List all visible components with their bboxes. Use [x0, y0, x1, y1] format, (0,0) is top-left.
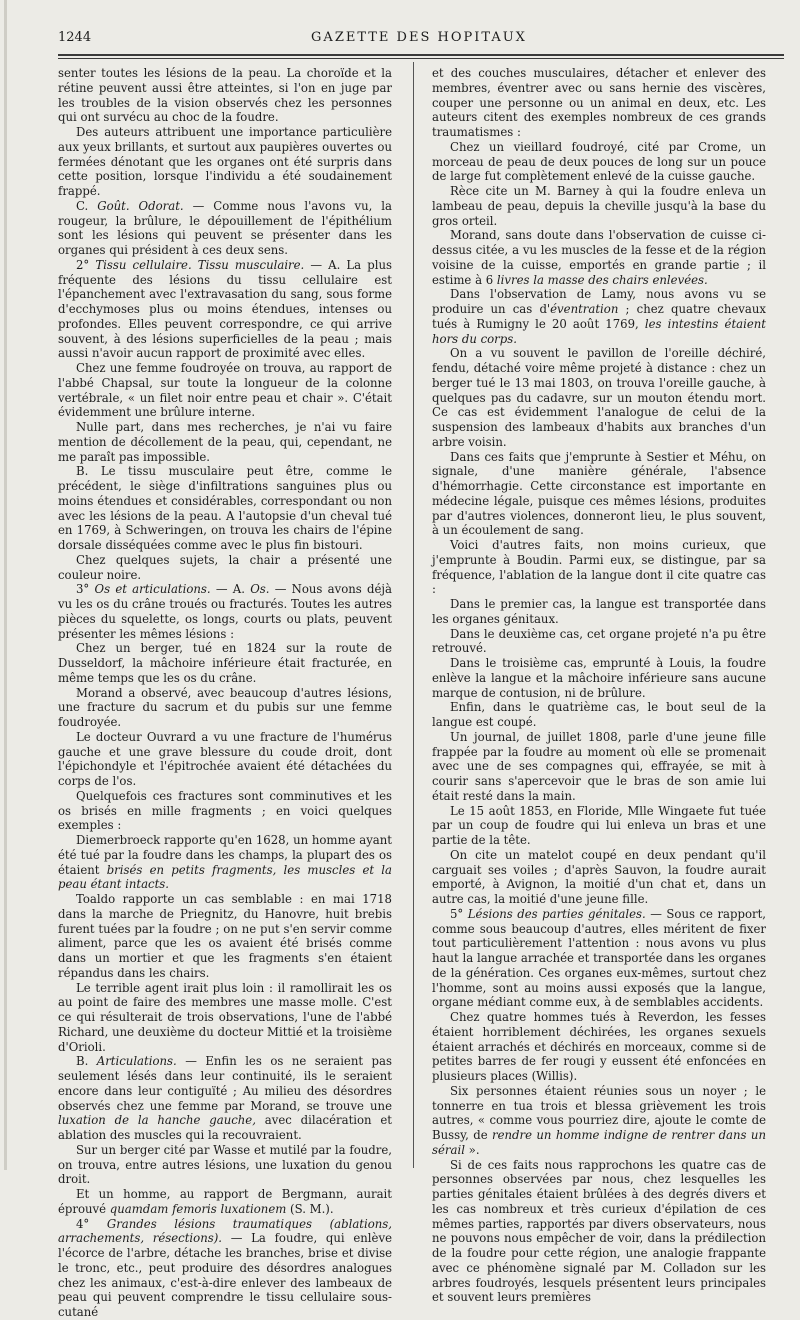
paragraph: [432, 730, 766, 804]
text-run: Chez une femme foudroyée on trouva, au rapport de l'abbé Chapsal, sur toute la longueur de la colonne vertébrale, « un filet noir entre peau et chair ». C'était évidemment une brûlure interne.: [58, 361, 392, 420]
text-run: Si de ces faits nous rapprochons les quatre cas de personnes observées par nous, chez lesquelles les parties génitales étaient brûlées à des degrés divers et les cas nombreux et très curieux d'épilation de ces mêmes parties, rapportés par divers observateurs, nous ne pouvons nous empêcher de voir, dans la prédilection de la foudre pour cette région, une analogie frappante avec ce phénomène signalé par M. Colladon sur les arbres foudroyés, lesquels présentent leurs principales et souvent leurs premières: [432, 1157, 766, 1305]
italic-text: les intestins étaient hors du corps.: [432, 316, 766, 346]
paragraph: [58, 789, 392, 833]
paragraph: [58, 641, 392, 685]
text-run: Nulle part, dans mes recherches, je n'ai vu faire mention de décollement de la peau, qui, cependant, ne me paraît pas impossible.: [58, 420, 392, 464]
text-run: Morand, sans doute dans l'observation de cuisse ci-dessus citée, a vu les muscles de la fesse et de la région voisine de la cuisse, emportés en grande partie ; il estime à 6: [432, 228, 766, 287]
text-run: Dans le troisième cas, emprunté à Louis, la foudre enlève la langue et la mâchoire inférieure sans aucune marque de contusion, ni de brûlure.: [432, 656, 766, 700]
text-run: Dans le premier cas, la langue est transportée dans les organes génitaux.: [432, 597, 766, 626]
column-divider: [413, 62, 414, 1168]
text-run: Chez un berger, tué en 1824 sur la route de Dusseldorf, la mâchoire inférieure était fracturée, en même temps que les os du crâne.: [58, 641, 392, 685]
italic-text: éventration: [550, 302, 619, 316]
text-run: Morand a observé, avec beaucoup d'autres lésions, une fracture du sacrum et du pubis sur une femme foudroyée.: [58, 685, 392, 729]
paragraph: [432, 184, 766, 228]
paragraph: [58, 420, 392, 464]
italic-text: brisés en petits fragments, les muscles et la peau étant intacts.: [58, 862, 392, 892]
text-run: — La foudre, qui enlève l'écorce de l'arbre, détache les branches, brise et divise le tronc, etc., peut produire des désordres analogues chez les animaux, c'est-à-dire enlever des lambeaux de peau qui peuvent comprendre le tissu cellulaire sous-cutané: [58, 1231, 392, 1319]
text-run: senter toutes les lésions de la peau. La choroïde et la rétine peuvent aussi être atteintes, si l'on en juge par les troubles de la vision observés chez les personnes qui ont survécu au choc de la foudre.: [58, 66, 392, 125]
text-run: C.: [76, 198, 98, 213]
text-run: Six personnes étaient réunies sous un noyer ; le tonnerre en tua trois et blessa grièvement les trois autres, « comme vous pourriez dire, ajoute le comte de Bussy, de: [432, 1083, 766, 1142]
paragraph: [432, 1158, 766, 1306]
paragraph: [432, 597, 766, 627]
text-run: ».: [464, 1142, 480, 1157]
text-run: Le docteur Ouvrard a vu une fracture de l'humérus gauche et une grave blessure du coude droit, dont l'épichondyle et l'épitrochée avaient été détachées du corps de l'os.: [58, 729, 392, 788]
italic-text: Os et articulations.: [94, 582, 211, 597]
text-run: 4°: [76, 1216, 107, 1231]
paragraph: [432, 538, 766, 597]
italic-text: Articulations.: [96, 1054, 177, 1069]
italic-text: Grandes lésions traumatiques (ablations, arrachements, résections).: [58, 1216, 393, 1246]
paragraph: [58, 730, 392, 789]
text-run: Et un homme, au rapport de Bergmann, aurait éprouvé: [58, 1187, 392, 1216]
text-run: avec dilacération et ablation des muscles qui la recouvraient.: [58, 1113, 393, 1142]
paragraph: [58, 1143, 392, 1187]
paragraph: [58, 981, 392, 1055]
text-run: On a vu souvent le pavillon de l'oreille déchiré, fendu, détaché voire même projeté à distance : chez un berger tué le 13 mai 1803, on trouva l'oreille gauche, à quelques pas du cadavre, sur un mouton étendu mort. Ce cas est évidemment l'analogue de celui de la suspension des lambeaux d'habits aux branches d'un arbre voisin.: [432, 346, 766, 449]
italic-text: quamdam femoris luxationem: [109, 1201, 287, 1216]
paragraph: [58, 1054, 392, 1143]
text-run: Chez quatre hommes tués à Reverdon, les fesses étaient horriblement déchirées, les organes sexuels étaient arrachés et déchirés en morceaux, comme si de petites barres de fer rougi y eussent été enfoncées en plusieurs places (Willis).: [432, 1010, 766, 1083]
paragraph: [58, 1187, 392, 1217]
page-header: [58, 30, 780, 54]
paragraph: [58, 553, 392, 583]
text-run: Des auteurs attribuent une importance particulière aux yeux brillants, et surtout aux paupières ouvertes ou fermées dénotant que les organes ont été surpris dans cette position, lorsque l'individu a été soudainement frappé.: [58, 125, 392, 198]
paragraph: [432, 848, 766, 907]
text-run: Le 15 août 1853, en Floride, Mlle Wingaete fut tuée par un coup de foudre qui lui enleva un bras et une partie de la tête.: [432, 803, 766, 847]
italic-text: luxation de la hanche gauche,: [58, 1113, 256, 1128]
text-run: 2°: [76, 257, 96, 272]
italic-text: Tissu cellulaire. Tissu musculaire.: [95, 257, 305, 272]
italic-text: rendre un homme indigne de rentrer dans un sérail: [432, 1128, 766, 1157]
paragraph: [432, 450, 766, 539]
text-run: Dans ces faits que j'emprunte à Sestier et Méhu, on signale, d'une manière générale, l'absence d'hémorrhagie. Cette circonstance est importante en médecine légale, puisque ces mêmes lésions, produites par d'autres violences, donneront lieu, le plus souvent, à un écoulement de sang.: [432, 449, 766, 538]
paragraph: [432, 228, 766, 287]
paragraph: [432, 66, 766, 140]
paragraph: [58, 258, 392, 361]
header-rule: [58, 54, 784, 56]
paragraph: [432, 700, 766, 730]
paragraph: [432, 1010, 766, 1084]
text-run: B. Le tissu musculaire peut être, comme le précédent, le siège d'infiltrations sanguines plus ou moins étendues et considérables, correspondant ou non avec les lésions de la peau. A l'autopsie d'un cheval tué en 1769, à Schweringen, on trouva les chairs de l'épine dorsale disséquées comme avec le plus fin bistouri.: [58, 464, 392, 552]
text-run: Sur un berger cité par Wasse et mutilé par la foudre, on trouva, entre autres lésions, une luxation du genou droit.: [58, 1142, 392, 1187]
text-run: B.: [76, 1054, 97, 1069]
paragraph: [58, 66, 392, 125]
paragraph: [58, 892, 392, 981]
text-run: — A. La plus fréquente des lésions du tissu cellulaire est l'épanchement avec l'extravasation du sang, sous forme d'ecchymoses plus ou moins étendues, intenses ou profondes. Elles peuvent correspondre, ce qui arrive souvent, à des lésions superficielles de la peau ; mais aussi n'avoir aucun rapport de proximité avec elles.: [58, 257, 392, 361]
text-run: — Comme nous l'avons vu, la rougeur, la brûlure, le dépouillement de l'épithélium sont les lésions qui peuvent se présenter dans les organes qui président à ces deux sens.: [58, 198, 393, 257]
paragraph: [58, 361, 392, 420]
text-run: Enfin, dans le quatrième cas, le bout seul de la langue est coupé.: [432, 700, 766, 729]
text-run: Un journal, de juillet 1808, parle d'une jeune fille frappée par la foudre au moment où elle se promenait avec une de ses compagnes qui, effrayée, se mit à courir sans s'apercevoir que le bras de son amie lui était resté dans la main.: [432, 729, 766, 803]
text-run: — Nous avons déjà vu les os du crâne troués ou fracturés. Toutes les autres pièces du squelette, os longs, courts ou plats, peuvent présenter les mêmes lésions :: [58, 582, 392, 641]
text-run: Dans l'observation de Lamy, nous avons vu se produire un cas d': [432, 287, 766, 316]
text-run: — A.: [210, 582, 251, 597]
text-run: 3°: [76, 582, 95, 597]
text-run: 5°: [450, 906, 468, 921]
right-column: [432, 66, 766, 1305]
text-run: (S. M.).: [286, 1201, 334, 1216]
text-run: Toaldo rapporte un cas semblable : en mai 1718 dans la marche de Priegnitz, du Hanovre, huit brebis furent tuées par la foudre ; on ne put s'en servir comme aliment, parce que les os avaient été brisés comme dans un mortier et que les fragments s'en étaient répandus dans les chairs.: [58, 892, 392, 980]
paragraph: [58, 582, 392, 641]
paragraph: [58, 686, 392, 730]
paragraph: [432, 656, 766, 700]
paragraph: [432, 287, 766, 346]
text-run: Quelquefois ces fractures sont comminutives et les os brisés en mille fragments ; en voici quelques exemples :: [58, 788, 392, 833]
scan-edge: [4, 0, 7, 1170]
text-run: Dans le deuxième cas, cet organe projeté n'a pu être retrouvé.: [432, 626, 766, 656]
paragraph: [58, 464, 392, 553]
paragraph: [432, 627, 766, 657]
paragraph: [432, 346, 766, 449]
italic-text: Os.: [250, 582, 270, 597]
text-run: Voici d'autres faits, non moins curieux, que j'emprunte à Boudin. Parmi eux, se distingue, par sa fréquence, l'ablation de la langue dont il cite quatre cas :: [432, 538, 766, 597]
text-run: Le terrible agent irait plus loin : il ramollirait les os au point de faire des membres une masse molle. C'est ce qui résulterait de trois observations, l'une de l'abbé Richard, une deuxième du docteur Mittié et la troisième d'Orioli.: [58, 980, 392, 1054]
paragraph: [58, 199, 392, 258]
paragraph: [58, 125, 392, 199]
paragraph: [432, 1084, 766, 1158]
text-run: et des couches musculaires, détacher et enlever des membres, éventrer avec ou sans hernie des viscères, couper une personne ou un animal en deux, etc. Les auteurs citent des exemples nombreux de ces grands traumatismes :: [432, 66, 766, 139]
text-run: — Enfin les os ne seraient pas seulement lésés dans leur continuité, ils le seraient encore dans leur contiguïté ; Au milieu des désordres observés chez une femme par Morand, se trouve une: [58, 1054, 392, 1113]
italic-text: Goût. Odorat.: [97, 198, 184, 213]
left-column: [58, 66, 392, 1320]
journal-title: GAZETTE DES HOPITAUX: [311, 30, 527, 45]
text-run: Rèce cite un M. Barney à qui la foudre enleva un lambeau de peau, depuis la cheville jusqu'à la base du gros orteil.: [432, 184, 766, 228]
text-run: On cite un matelot coupé en deux pendant qu'il carguait ses voiles ; d'après Sauvon, la foudre aurait emporté, à Avignon, la moitié d'un chat et, dans un autre cas, la moitié d'une jeune fille.: [432, 847, 766, 906]
italic-text: livres la masse des chairs enlevées.: [496, 272, 708, 287]
paragraph: [58, 833, 392, 892]
text-run: Chez quelques sujets, la chair a présenté une couleur noire.: [58, 552, 392, 582]
header-rule-thin: [58, 58, 784, 59]
page-number: 1244: [58, 30, 92, 45]
paragraph: [432, 804, 766, 848]
italic-text: Lésions des parties génitales.: [467, 906, 646, 921]
paragraph: [432, 140, 766, 184]
text-run: ; chez quatre chevaux tués à Rumigny le 20 août 1769,: [432, 302, 766, 331]
text-run: Chez un vieillard foudroyé, cité par Crome, un morceau de peau de deux pouces de long sur un pouce de large fut complètement enlevé de la cuisse gauche.: [432, 139, 766, 184]
text-run: — Sous ce rapport, comme sous beaucoup d'autres, elles méritent de fixer tout particulièrement l'attention : nous avons vu plus haut la langue arrachée et transportée dans les organes de la génération. Ces organes eux-mêmes, surtout chez l'homme, sont au moins aussi exposés que la langue, organe médiant comme eux, à de semblables accidents.: [432, 906, 766, 1010]
text-run: Diemerbroeck rapporte qu'en 1628, un homme ayant été tué par la foudre dans les champs, la plupart des os étaient: [58, 833, 392, 877]
paragraph: [58, 1217, 392, 1320]
paragraph: [432, 907, 766, 1010]
